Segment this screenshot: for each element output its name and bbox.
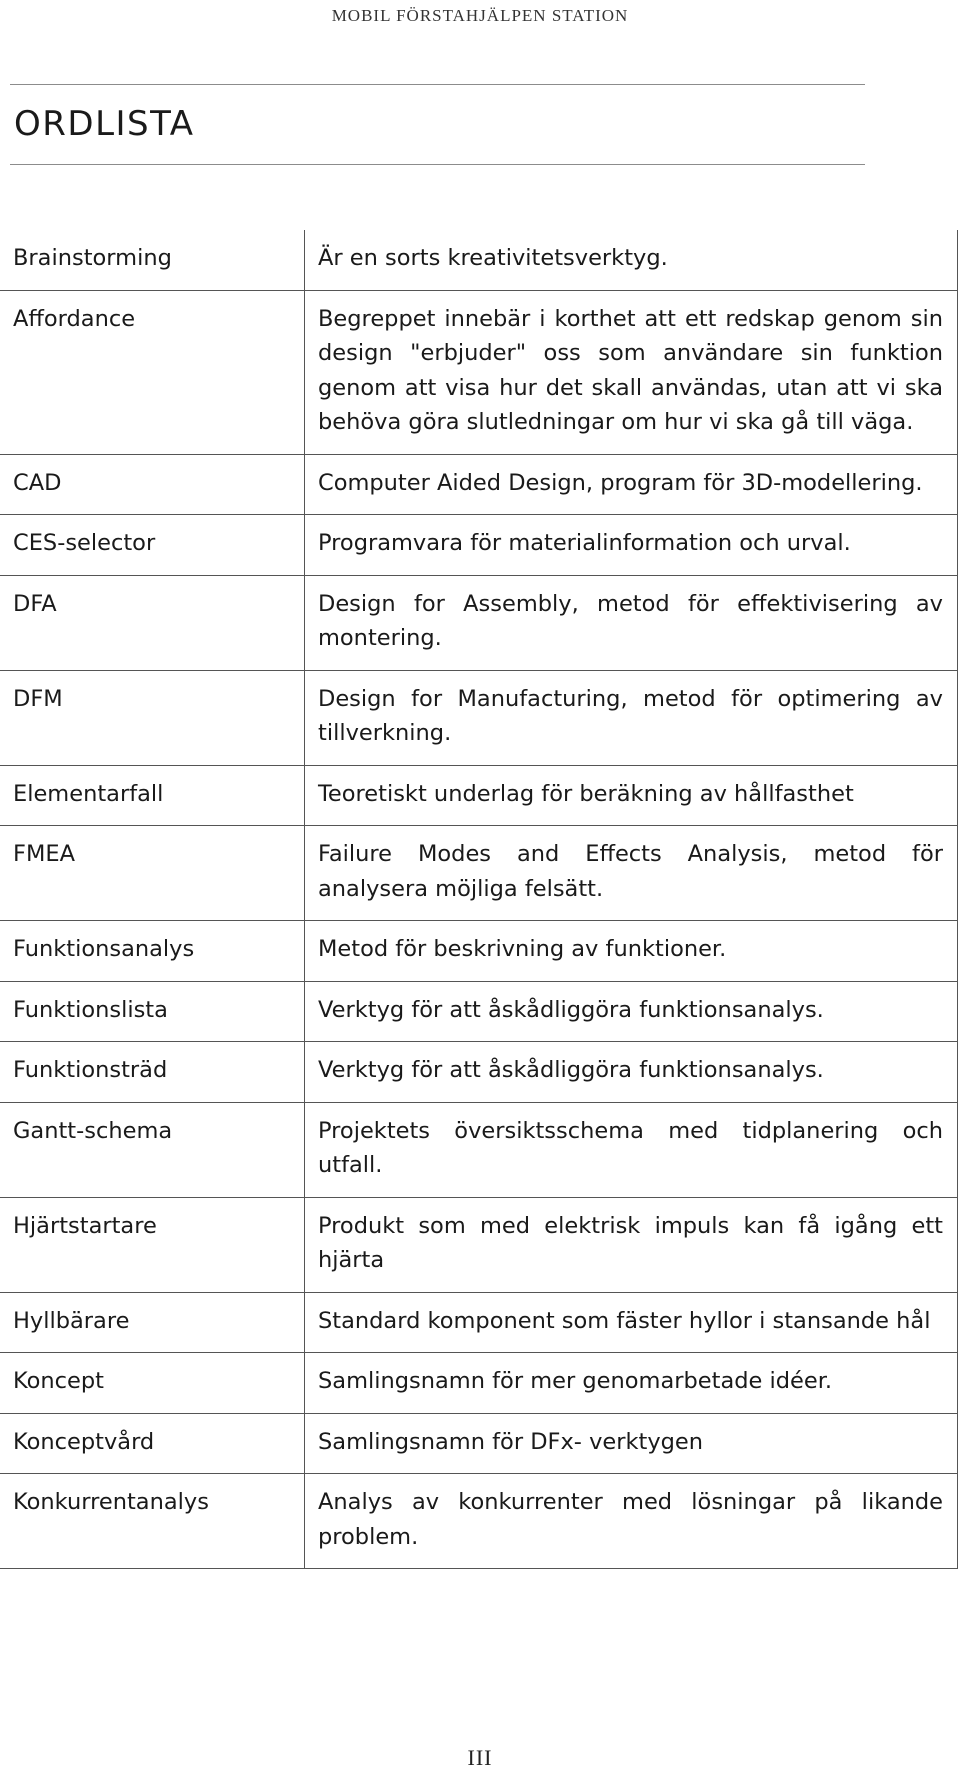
title-top-rule bbox=[10, 84, 865, 85]
glossary-definition: Är en sorts kreativitetsverktyg. bbox=[305, 230, 958, 290]
glossary-definition: Design for Manufacturing, metod för optimering av tillverkning. bbox=[305, 670, 958, 765]
glossary-term: Hyllbärare bbox=[0, 1292, 305, 1353]
glossary-row bbox=[0, 575, 958, 670]
section-title: ORDLISTA bbox=[14, 104, 195, 144]
glossary-term: Affordance bbox=[0, 290, 305, 454]
glossary-definition: Standard komponent som fäster hyllor i stansande hål bbox=[305, 1292, 958, 1353]
glossary-row bbox=[0, 1197, 958, 1292]
glossary-row bbox=[0, 765, 958, 826]
glossary-definition: Samlingsnamn för mer genomarbetade idéer. bbox=[305, 1353, 958, 1414]
glossary-term: Konkurrentanalys bbox=[0, 1474, 305, 1569]
glossary-table bbox=[0, 230, 958, 1569]
page-number: III bbox=[467, 1745, 493, 1770]
glossary-row bbox=[0, 670, 958, 765]
glossary-row bbox=[0, 826, 958, 921]
glossary-term: Funktionsträd bbox=[0, 1042, 305, 1103]
glossary-definition: Verktyg för att åskådliggöra funktionsanalys. bbox=[305, 1042, 958, 1103]
glossary-definition: Design for Assembly, metod för effektivisering av montering. bbox=[305, 575, 958, 670]
title-bottom-rule bbox=[10, 164, 865, 165]
glossary-term: CES-selector bbox=[0, 515, 305, 576]
glossary-term: Koncept bbox=[0, 1353, 305, 1414]
glossary-term: Elementarfall bbox=[0, 765, 305, 826]
glossary-term: Hjärtstartare bbox=[0, 1197, 305, 1292]
glossary-body bbox=[0, 230, 958, 1569]
glossary-term: FMEA bbox=[0, 826, 305, 921]
glossary-definition: Begreppet innebär i korthet att ett redskap genom sin design "erbjuder" oss som användare sin funktion genom att visa hur det skall användas, utan att vi ska behöva göra slutledningar om hur vi ska gå till väga. bbox=[305, 290, 958, 454]
glossary-row bbox=[0, 230, 958, 290]
glossary-row bbox=[0, 1102, 958, 1197]
glossary-row bbox=[0, 981, 958, 1042]
glossary-row bbox=[0, 1042, 958, 1103]
glossary-definition: Samlingsnamn för DFx- verktygen bbox=[305, 1413, 958, 1474]
glossary-definition: Verktyg för att åskådliggöra funktionsanalys. bbox=[305, 981, 958, 1042]
glossary-definition: Projektets översiktsschema med tidplanering och utfall. bbox=[305, 1102, 958, 1197]
glossary-term: DFA bbox=[0, 575, 305, 670]
glossary-row bbox=[0, 290, 958, 454]
glossary-term: Gantt-schema bbox=[0, 1102, 305, 1197]
running-header bbox=[0, 0, 960, 31]
glossary-term: DFM bbox=[0, 670, 305, 765]
glossary-definition: Programvara för materialinformation och urval. bbox=[305, 515, 958, 576]
glossary-term: Konceptvård bbox=[0, 1413, 305, 1474]
glossary-definition: Teoretiskt underlag för beräkning av hållfasthet bbox=[305, 765, 958, 826]
glossary-row bbox=[0, 921, 958, 982]
glossary-definition: Failure Modes and Effects Analysis, metod för analysera möjliga felsätt. bbox=[305, 826, 958, 921]
glossary-row bbox=[0, 1413, 958, 1474]
glossary-row bbox=[0, 1474, 958, 1569]
glossary-definition: Produkt som med elektrisk impuls kan få igång ett hjärta bbox=[305, 1197, 958, 1292]
glossary-term: Funktionsanalys bbox=[0, 921, 305, 982]
running-header-title: MOBIL FÖRSTAHJÄLPEN STATION bbox=[331, 6, 629, 25]
glossary-term: CAD bbox=[0, 454, 305, 515]
glossary-row bbox=[0, 1353, 958, 1414]
glossary-term: Brainstorming bbox=[0, 230, 305, 290]
glossary-definition: Computer Aided Design, program för 3D-modellering. bbox=[305, 454, 958, 515]
glossary-definition: Analys av konkurrenter med lösningar på likande problem. bbox=[305, 1474, 958, 1569]
glossary-row bbox=[0, 515, 958, 576]
glossary-row bbox=[0, 1292, 958, 1353]
glossary-row bbox=[0, 454, 958, 515]
glossary-definition: Metod för beskrivning av funktioner. bbox=[305, 921, 958, 982]
glossary-term: Funktionslista bbox=[0, 981, 305, 1042]
